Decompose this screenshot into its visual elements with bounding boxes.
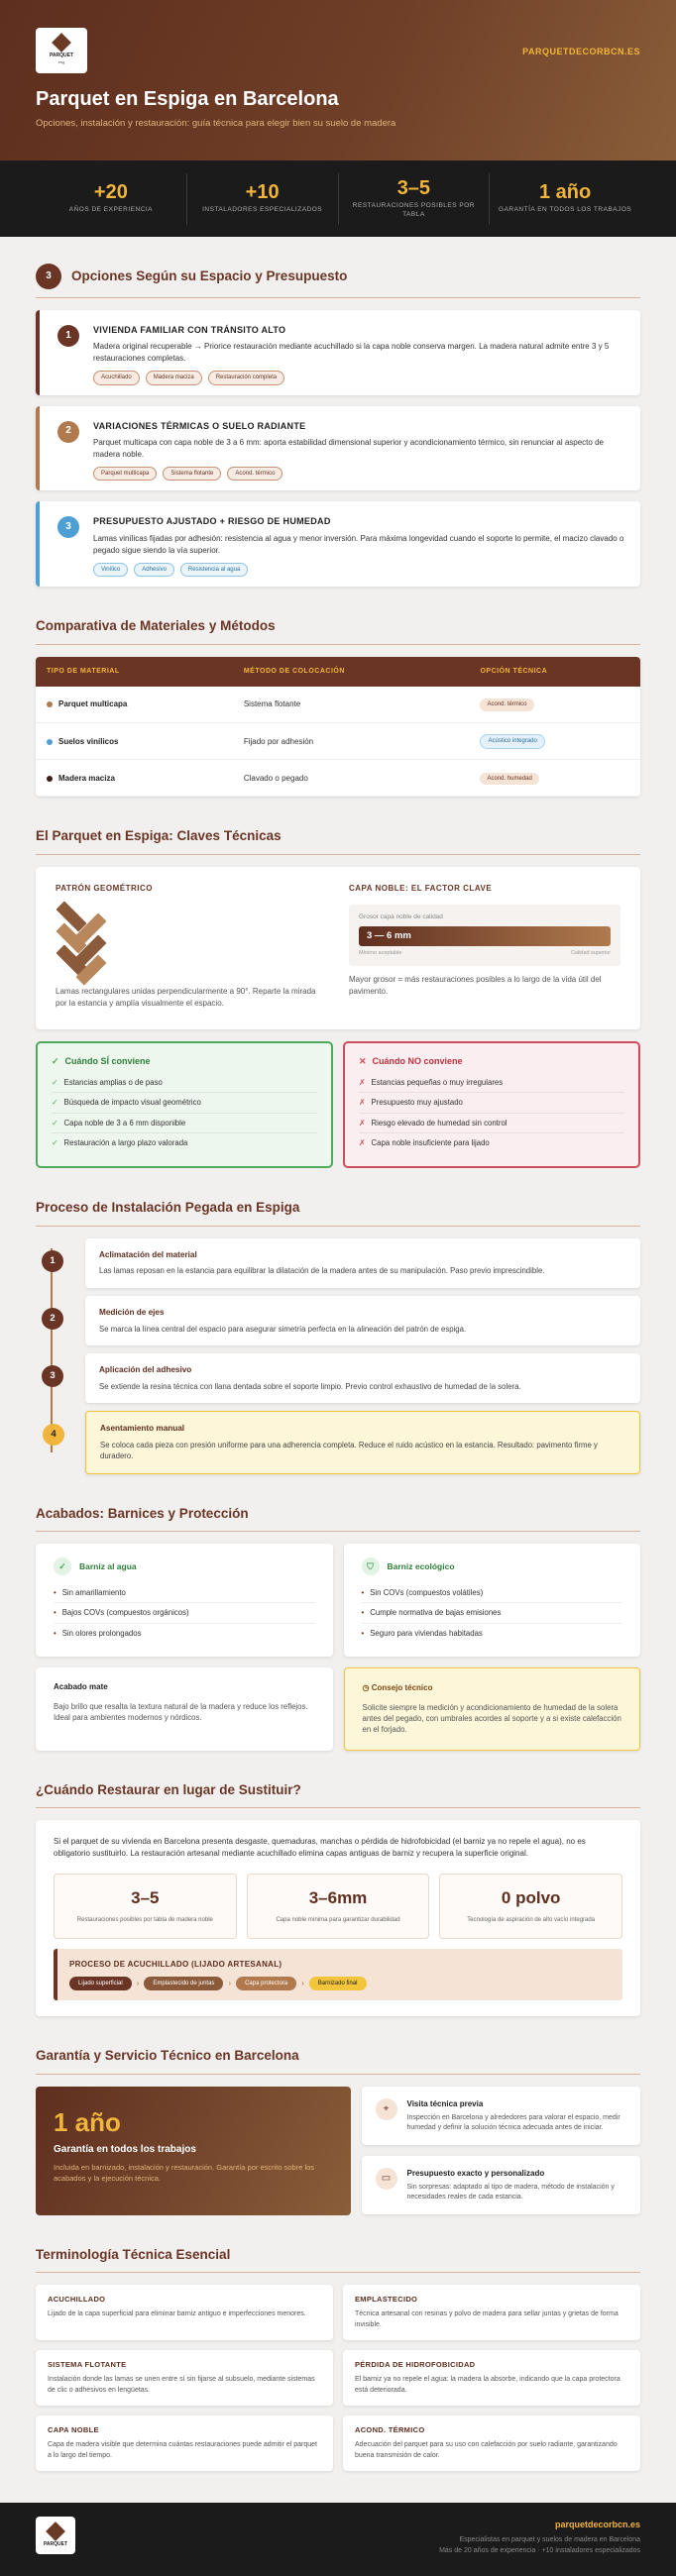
list-item: ✓ Capa noble de 3 a 6 mm disponible	[52, 1114, 317, 1133]
service-item	[362, 2156, 641, 2214]
stat-value: +10	[245, 181, 280, 204]
restore-card	[36, 1820, 640, 2016]
list-item: • Sin COVs (compuestos volátiles)	[362, 1583, 623, 1603]
option-desc: Parquet multicapa con capa noble de 3 a 6 mm: aporta estabilidad dimensional superior y acondicionamiento térmico, sin renunciar al aspecto de madera noble.	[93, 437, 604, 459]
footer-logo[interactable]	[36, 2517, 75, 2554]
cross-icon: ✗	[359, 1118, 366, 1127]
tag: Resistencia al agua	[180, 563, 248, 578]
logo-name: PARQUET	[43, 2540, 68, 2547]
section-title: Proceso de Instalación Pegada en Espiga	[36, 1199, 300, 1215]
section-heading	[36, 616, 640, 645]
option-number-badge: 2	[57, 421, 79, 443]
service-title: Visita técnica previa	[406, 2098, 484, 2108]
footer-info	[439, 2519, 640, 2555]
warranty-section	[0, 2046, 676, 2215]
gauge-max-label: Calidad superior	[570, 949, 611, 956]
tag: Madera maciza	[146, 371, 202, 385]
option-cell	[469, 723, 640, 760]
technical-tip-card	[344, 1667, 641, 1750]
process-flow	[69, 1977, 611, 1991]
bullet-dot-icon	[47, 701, 53, 707]
page-subtitle: Opciones, instalación y restauración: guía técnica para elegir bien su suelo de madera	[36, 118, 396, 129]
term: ACOND. TÉRMICO	[355, 2425, 425, 2435]
term: EMPLASTECIDO	[355, 2295, 418, 2305]
definition: Técnica artesanal con resinas y polvo de madera para sellar juntas y grietas de forma invisible.	[355, 2310, 619, 2328]
glossary-item	[36, 2415, 333, 2471]
section-title: El Parquet en Espiga: Claves Técnicas	[36, 828, 282, 844]
stat-label: GARANTÍA EN TODOS LOS TRABAJOS	[499, 206, 632, 214]
tag: Adhesivo	[134, 563, 174, 578]
section-heading	[36, 1504, 640, 1533]
process-step-pill: Capa protectora	[236, 1977, 296, 1991]
list-item: • Cumple normativa de bajas emisiones	[362, 1603, 623, 1623]
process-step-pill: Barnizado final	[309, 1977, 367, 1991]
stat-value: +20	[93, 181, 128, 204]
chevron-right-icon: ›	[228, 1979, 232, 1988]
table-row	[36, 723, 640, 760]
logo-mark-icon	[52, 33, 71, 53]
chevron-right-icon: ›	[301, 1979, 304, 1988]
warranty-desc: Incluida en barnizado, instalación y restauración. Garantía por escrito sobre los acabados y la ejecución técnica.	[54, 2163, 315, 2183]
process-steps	[36, 1238, 640, 1474]
process-step-highlighted	[51, 1411, 640, 1473]
keys-card	[36, 867, 640, 1029]
step-number-badge: 3	[42, 1365, 63, 1387]
method-cell: Sistema flotante	[233, 687, 470, 723]
term: CAPA NOBLE	[48, 2425, 99, 2435]
step-desc: Se coloca cada pieza con presión uniforme para una adherencia completa. Reduce el ruido acústico en la estancia. Resultado: pavimento firme y duradero.	[100, 1440, 598, 1461]
footer	[0, 2503, 676, 2576]
gauge-bar: 3 — 6 mm	[359, 926, 611, 946]
stat-value: 3–5	[131, 1888, 160, 1908]
check-icon: ✓	[52, 1118, 58, 1127]
table-row	[36, 687, 640, 723]
warranty-row	[36, 2087, 640, 2215]
section-title: Terminología Técnica Esencial	[36, 2246, 231, 2262]
column-header: TIPO DE MATERIAL	[36, 657, 233, 687]
stat-value: 1 año	[539, 181, 592, 204]
section-title: Garantía y Servicio Técnico en Barcelona	[36, 2048, 299, 2064]
glossary-item	[343, 2415, 640, 2471]
stat-label: RESTAURACIONES POSIBLES POR TABLA	[352, 202, 475, 218]
stats-bar	[0, 161, 676, 237]
section-title: ¿Cuándo Restaurar en lugar de Sustituir?	[36, 1781, 301, 1797]
glossary-grid	[36, 2285, 640, 2471]
column-header: MÉTODO DE COLOCACIÓN	[233, 657, 470, 687]
tag: Restauración completa	[208, 371, 284, 385]
section-heading	[36, 1780, 640, 1809]
material-cell	[36, 760, 233, 797]
option-pill: Acústico integrado	[480, 734, 544, 749]
eco-varnish-card	[344, 1544, 641, 1657]
option-card	[36, 310, 640, 395]
card-heading: ⛉ Barniz ecológico	[362, 1557, 623, 1575]
list-item: • Bajos COVs (compuestos orgánicos)	[54, 1603, 315, 1623]
no-box	[343, 1041, 640, 1168]
matte-finish-card	[36, 1667, 333, 1750]
tag: Sistema flotante	[163, 467, 221, 482]
material-cell	[36, 687, 233, 723]
check-icon: ✓	[52, 1078, 58, 1088]
definition: Lijado de la capa superficial para eliminar barniz antiguo e imperfecciones menores.	[48, 2310, 306, 2318]
stat-installers	[187, 173, 339, 225]
process-step-pill: Lijado superficial	[69, 1977, 132, 1991]
logo-mark-icon	[46, 2522, 65, 2541]
section-heading	[36, 2046, 640, 2075]
process-title: PROCESO DE ACUCHILLADO (LIJADO ARTESANAL)	[69, 1960, 282, 1970]
list-item: ✗ Estancias pequeñas o muy irregulares	[359, 1073, 624, 1093]
definition: Instalación donde las lamas se unen entre sí sin fijarse al subsuelo, mediante sistemas de clic o adhesivos en lengüetas.	[48, 2376, 315, 2394]
stat-label: Restauraciones posibles por tabla de madera noble	[76, 1916, 213, 1923]
logo[interactable]	[36, 28, 87, 73]
option-desc: Lamas vinílicas fijadas por adhesión: resistencia al agua y menor inversión. Para máxima longevidad cuando el soporte lo permite, el macizo clavado o pegado sigue siendo la vía superior.	[93, 533, 624, 555]
service-item	[362, 2087, 641, 2145]
stat-experience	[36, 173, 187, 225]
step-number-badge: 1	[42, 1250, 63, 1272]
service-desc: Inspección en Barcelona y alrededores para valorar el espacio, medir humedad y definir la solución técnica adecuada antes de iniciar.	[406, 2113, 620, 2131]
option-tags	[93, 563, 624, 578]
check-circle-icon: ✓	[54, 1557, 71, 1575]
options-section	[0, 264, 676, 587]
warranty-value: 1 año	[54, 2106, 121, 2137]
card-title: ◷ Consejo técnico	[362, 1683, 433, 1693]
process-section	[0, 1198, 676, 1474]
section-title: Acabados: Barnices y Protección	[36, 1505, 249, 1521]
option-pill: Acond. humedad	[480, 773, 538, 786]
step-number-badge: 4	[43, 1424, 64, 1446]
glossary-item	[36, 2285, 333, 2340]
glossary-item	[343, 2350, 640, 2406]
footer-line: Más de 20 años de experiencia · +10 instaladores especializados	[439, 2546, 640, 2554]
section-title: Opciones Según su Espacio y Presupuesto	[71, 268, 348, 284]
option-cell	[469, 687, 640, 723]
card-heading: ✓ Barniz al agua	[54, 1557, 315, 1575]
thickness-gauge	[349, 905, 620, 966]
card-desc: Solicite siempre la medición y acondicionamiento de humedad de la solera antes del pegado, con umbrales acordes al soporte y a si existe calefacción en el forjado.	[362, 1702, 621, 1735]
stat-warranty	[490, 173, 640, 225]
restore-stat	[439, 1874, 622, 1939]
check-icon: ✓	[52, 1055, 59, 1066]
hero-header	[0, 0, 676, 161]
no-title: ✕ Cuándo NO conviene	[359, 1055, 463, 1066]
shield-icon: ⛉	[362, 1557, 380, 1575]
column-header: OPCIÓN TÉCNICA	[469, 657, 640, 687]
section-number-badge: 3	[36, 264, 61, 289]
noble-desc: Mayor grosor = más restauraciones posibles a lo largo de la vida útil del pavimento.	[349, 974, 602, 996]
warranty-highlight	[36, 2087, 351, 2215]
step-title: Aplicación del adhesivo	[99, 1364, 192, 1374]
herringbone-pattern-icon	[56, 905, 115, 978]
stat-label: Capa noble mínima para garantizar durabilidad	[276, 1916, 400, 1923]
list-item: • Sin olores prolongados	[54, 1628, 142, 1638]
cross-icon: ✗	[359, 1098, 366, 1108]
option-tags	[93, 371, 624, 385]
tag: Acuchillado	[93, 371, 140, 385]
term: ACUCHILLADO	[48, 2295, 106, 2305]
page-title: Parquet en Espiga en Barcelona	[36, 88, 339, 110]
step-title: Medición de ejes	[99, 1307, 165, 1317]
term: SISTEMA FLOTANTE	[48, 2360, 127, 2370]
option-number-badge: 3	[57, 516, 79, 538]
stat-restorations	[339, 173, 491, 225]
footer-domain-link[interactable]: parquetdecorbcn.es	[554, 2520, 640, 2530]
cell-text: Madera maciza	[58, 773, 115, 783]
list-item: • Seguro para viviendas habitadas	[361, 1628, 483, 1638]
method-cell: Clavado o pegado	[233, 760, 470, 797]
logo-name: PARQUET	[49, 53, 74, 59]
stat-label: INSTALADORES ESPECIALIZADOS	[202, 206, 323, 214]
check-icon: ✓	[52, 1098, 58, 1108]
monitor-icon: ▭	[376, 2168, 397, 2190]
list-item: ✓ Estancias amplias o de paso	[52, 1073, 317, 1093]
pattern-column	[56, 883, 327, 1014]
cell-text: Parquet multicapa	[58, 699, 128, 709]
restore-stat	[54, 1874, 237, 1939]
option-tags	[93, 467, 624, 482]
keys-section	[0, 826, 676, 1168]
yes-box	[36, 1041, 333, 1168]
service-title: Presupuesto exacto y personalizado	[406, 2168, 545, 2178]
timeline-rail	[51, 1248, 53, 1452]
logo-sub: esg	[57, 58, 65, 64]
definition: El barniz ya no repele el agua: la madera la absorbe, indicando que la capa protectora está deteriorada.	[355, 2376, 620, 2394]
option-title: PRESUPUESTO AJUSTADO + RIESGO DE HUMEDAD	[93, 516, 331, 527]
bullet-dot-icon	[47, 739, 53, 745]
step-number-badge: 2	[42, 1308, 63, 1330]
definition: Adecuación del parquet para su uso con calefacción por suelo radiante, garantizando buena transmisión de calor.	[355, 2441, 618, 2459]
noble-column	[349, 883, 620, 1014]
yes-title: ✓ Cuándo SÍ conviene	[52, 1055, 151, 1066]
option-title: VIVIENDA FAMILIAR CON TRÁNSITO ALTO	[93, 325, 286, 335]
warranty-label: Garantía en todos los trabajos	[54, 2143, 196, 2155]
finishes-section	[0, 1504, 676, 1751]
pattern-title: PATRÓN GEOMÉTRICO	[56, 883, 153, 893]
restore-section	[0, 1780, 676, 2017]
list-item: ✗ Presupuesto muy ajustado	[359, 1093, 624, 1113]
step-title: Aclimatación del material	[99, 1249, 197, 1259]
bullet-dot-icon	[47, 776, 53, 782]
section-heading	[36, 2245, 640, 2274]
restore-stats	[54, 1874, 622, 1939]
process-step	[50, 1353, 640, 1403]
glossary-item	[343, 2285, 640, 2340]
sanding-process-box	[54, 1949, 622, 2000]
clock-icon: ◷	[362, 1683, 372, 1693]
tag: Vinílico	[93, 563, 128, 578]
option-number-badge: 1	[57, 325, 79, 347]
option-card	[36, 406, 640, 491]
stat-value: 3–6mm	[308, 1888, 368, 1908]
card-desc: Bajo brillo que resalta la textura natural de la madera y reduce los reflejos. Ideal para ambientes modernos y nórdicos.	[54, 1701, 308, 1722]
option-card	[36, 501, 640, 587]
restore-stat	[247, 1874, 430, 1939]
table-row	[36, 760, 640, 797]
tag: Acond. térmico	[227, 467, 282, 482]
cross-icon: ✗	[359, 1078, 366, 1088]
cell-text: Suelos vinílicos	[58, 736, 119, 746]
finishes-grid	[36, 1544, 640, 1750]
gauge-label: Grosor capa noble de calidad	[359, 912, 443, 920]
noble-title: CAPA NOBLE: EL FACTOR CLAVE	[349, 883, 493, 893]
footer-line: Especialistas en parquet y suelos de madera en Barcelona	[459, 2535, 640, 2543]
yes-no-boxes	[36, 1041, 640, 1168]
glossary-item	[36, 2350, 333, 2406]
restore-desc: Si el parquet de su vivienda en Barcelona presenta desgaste, quemaduras, manchas o pérdida de hidrofobicidad (el barniz ya no repele el agua), no es obligatorio sustituirlo. La restauración artesanal mediante acuchillado elimina capas antiguas de barniz y recupera la superficie original.	[54, 1837, 586, 1859]
material-cell	[36, 723, 233, 760]
stat-label: Tecnología de aspiración de alto vacío integrada	[467, 1916, 596, 1923]
list-item: ✓ Búsqueda de impacto visual geométrico	[52, 1093, 317, 1113]
list-item: ✗ Riesgo elevado de humedad sin control	[359, 1114, 624, 1133]
option-pill: Acond. térmico	[480, 698, 533, 711]
definition: Capa de madera visible que determina cuántas restauraciones puede admitir el parquet a lo largo del tiempo.	[48, 2441, 317, 2459]
pattern-desc: Lamas rectangulares unidas perpendicularmente a 90°. Reparte la mirada por la estancia y amplía visualmente el espacio.	[56, 986, 316, 1008]
list-item: ✓ Restauración a largo plazo valorada	[52, 1137, 188, 1147]
cross-icon: ✕	[359, 1055, 367, 1066]
step-desc: Se marca la línea central del espacio para asegurar simetría perfecta en la alineación del patrón de espiga.	[99, 1324, 467, 1334]
check-icon: ✓	[52, 1137, 58, 1147]
option-cell	[469, 760, 640, 797]
process-step	[50, 1238, 640, 1288]
list-item: • Sin amarillamiento	[54, 1583, 315, 1603]
process-step-pill: Emplastecido de juntas	[144, 1977, 223, 1991]
cross-icon: ✗	[359, 1137, 366, 1147]
method-cell: Fijado por adhesión	[233, 723, 470, 760]
glossary-section	[0, 2245, 676, 2472]
service-desc: Sin sorpresas: adaptado al tipo de madera, método de instalación y necesidades reales de cada estancia.	[406, 2183, 615, 2200]
section-title: Comparativa de Materiales y Métodos	[36, 618, 276, 634]
section-heading	[36, 264, 640, 298]
term: PÉRDIDA DE HIDROFOBICIDAD	[355, 2360, 476, 2370]
service-items	[362, 2087, 641, 2215]
option-desc: Madera original recuperable → Priorice restauración mediante acuchillado si la capa noble conserva margen. La madera natural admite entre 3 y 5 restauraciones completas.	[93, 342, 610, 364]
step-desc: Las lamas reposan en la estancia para equilibrar la dilatación de la madera antes de su manipulación. Paso previo imprescindible.	[99, 1266, 545, 1276]
stat-value: 3–5	[396, 177, 431, 200]
section-heading	[36, 1198, 640, 1227]
stat-label: AÑOS DE EXPERIENCIA	[68, 206, 154, 214]
header-domain-link[interactable]: PARQUETDECORBCN.ES	[522, 47, 640, 56]
gauge-min-label: Mínimo aceptable	[359, 949, 402, 956]
list-item: ✗ Capa noble insuficiente para lijado	[359, 1137, 490, 1147]
step-desc: Se extiende la resina técnica con llana dentada sobre el soporte limpio. Previo control exhaustivo de humedad de la solera.	[99, 1381, 521, 1391]
tag: Parquet multicapa	[93, 467, 157, 482]
comparison-table	[36, 657, 640, 798]
water-varnish-card	[36, 1544, 333, 1657]
stat-value: 0 polvo	[501, 1888, 561, 1908]
card-title: Acabado mate	[54, 1682, 108, 1692]
step-title: Asentamiento manual	[100, 1424, 185, 1434]
location-pin-icon: ⌖	[376, 2098, 397, 2120]
process-step	[50, 1296, 640, 1345]
compare-section	[0, 616, 676, 797]
chevron-right-icon: ›	[136, 1979, 140, 1988]
option-title: VARIACIONES TÉRMICAS O SUELO RADIANTE	[93, 420, 306, 431]
section-heading	[36, 826, 640, 855]
